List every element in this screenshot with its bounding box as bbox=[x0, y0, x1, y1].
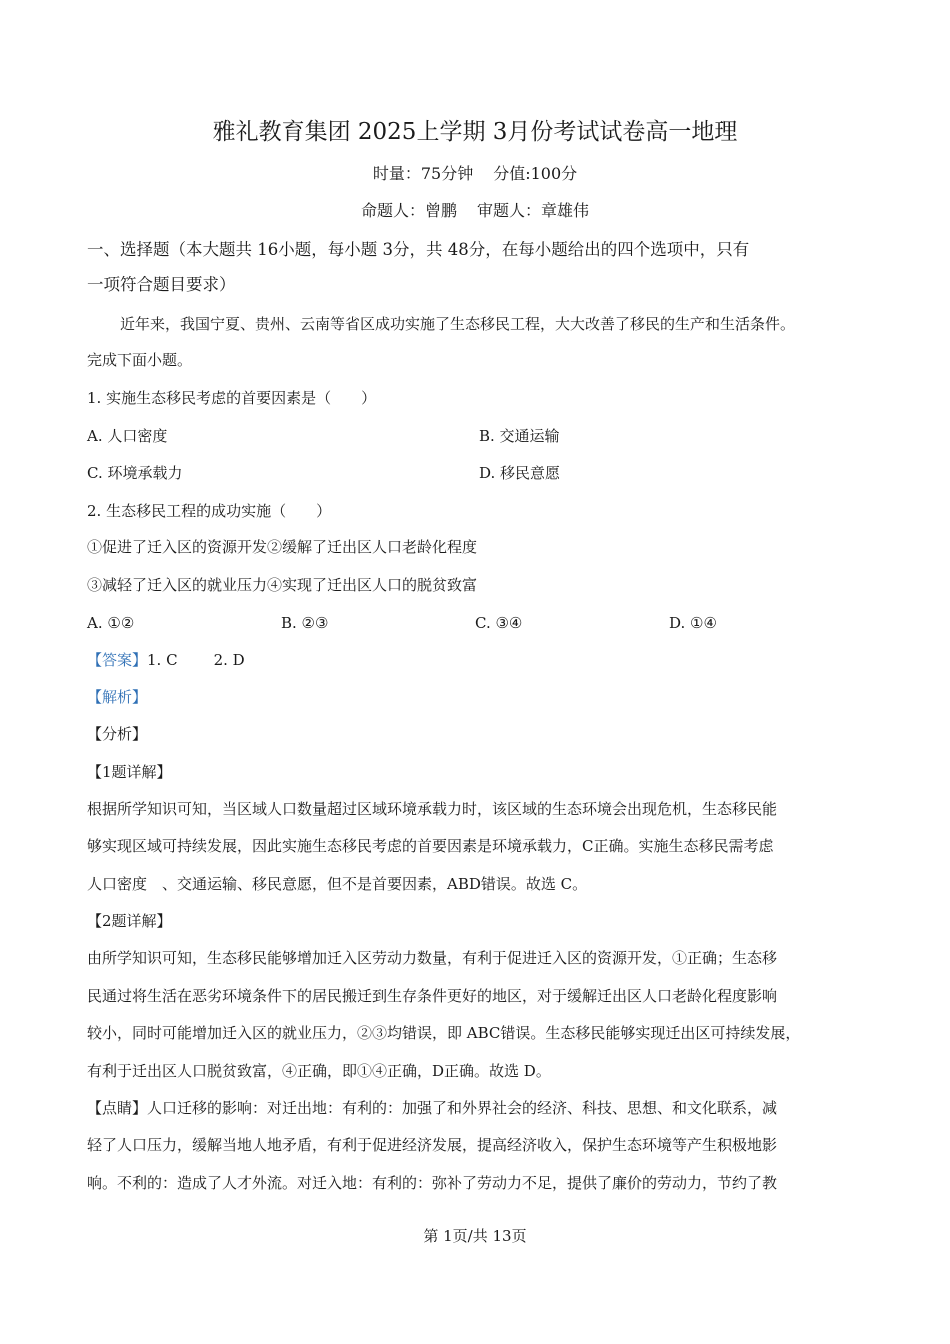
detail-2-line3: 较小，同时可能增加迁入区的就业压力，②③均错误，即 ABC错误。生态移民能够实现迁出区可持续发展， bbox=[87, 1024, 801, 1042]
detail-2-label: 【2题详解】 bbox=[87, 912, 172, 930]
q2-option-a: A. ①② bbox=[87, 614, 135, 632]
q2-option-c: C. ③④ bbox=[475, 614, 523, 632]
author: 命题人：曾鹏 bbox=[360, 201, 457, 220]
dianjing-text-1: 人口迁移的影响：对迁出地：有利的：加强了和外界社会的经济、科技、思想、和文化联系，减 bbox=[147, 1099, 778, 1117]
answer-line bbox=[87, 648, 877, 672]
exam-title: 雅礼教育集团 2025上学期 3月份考试试卷高一地理 bbox=[212, 119, 738, 145]
q2-option-d: D. ①④ bbox=[669, 614, 717, 632]
section-heading-line1: 一、选择题（本大题共 16小题，每小题 3分，共 48分，在每小题给出的四个选项中，只有 bbox=[87, 240, 750, 259]
passage-line1: 近年来，我国宁夏、贵州、云南等省区成功实施了生态移民工程，大大改善了移民的生产和生活条件。 bbox=[120, 315, 796, 333]
answer-q1: 1. C bbox=[147, 651, 178, 669]
page-footer: 第 1页/共 13页 bbox=[423, 1227, 527, 1245]
dianjing-line2: 轻了人口压力，缓解当地人地矛盾，有利于促进经济发展，提高经济收入，保护生态环境等产生积极地影 bbox=[87, 1136, 778, 1154]
q2-statements-line2: ③减轻了迁入区的就业压力④实现了迁出区人口的脱贫致富 bbox=[87, 576, 478, 594]
q1-option-c: C. 环境承载力 bbox=[87, 464, 183, 482]
dianjing-label: 【点睛】 bbox=[87, 1099, 148, 1117]
passage-line2: 完成下面小题。 bbox=[87, 351, 193, 369]
q1-option-b: B. 交通运输 bbox=[479, 427, 560, 445]
q2-option-b: B. ②③ bbox=[281, 614, 329, 632]
detail-1-line3: 人口密度 、交通运输、移民意愿，但不是首要因素，ABD错误。故选 C。 bbox=[87, 875, 588, 893]
q2-statements-line1: ①促进了迁入区的资源开发②缓解了迁出区人口老龄化程度 bbox=[87, 538, 478, 556]
fenxi-label: 【分析】 bbox=[87, 725, 148, 743]
detail-1-line2: 够实现区域可持续发展，因此实施生态移民考虑的首要因素是环境承载力，C正确。实施生态移民需考虑 bbox=[87, 837, 774, 855]
detail-1-line1: 根据所学知识可知，当区域人口数量超过区域环境承载力时，该区域的生态环境会出现危机，生态移民能 bbox=[87, 800, 778, 818]
answer-label: 【答案】 bbox=[87, 651, 148, 669]
dianjing-line1 bbox=[87, 1096, 877, 1120]
detail-2-line4: 有利于迁出区人口脱贫致富，④正确，即①④正确，D正确。故选 D。 bbox=[87, 1062, 551, 1080]
q1-option-d: D. 移民意愿 bbox=[479, 464, 561, 482]
reviewer: 审题人：章雄伟 bbox=[477, 201, 590, 220]
analysis-label: 【解析】 bbox=[87, 688, 148, 706]
q1-option-a: A. 人口密度 bbox=[87, 427, 168, 445]
detail-2-line2: 民通过将生活在恶劣环境条件下的居民搬迁到生存条件更好的地区，对于缓解迁出区人口老龄化程度影响 bbox=[87, 987, 778, 1005]
question-2-stem: 2. 生态移民工程的成功实施（ ） bbox=[87, 502, 332, 520]
time-info: 时量：75分钟 bbox=[372, 164, 474, 183]
exam-meta bbox=[0, 162, 950, 186]
detail-2-line1: 由所学知识可知，生态移民能够增加迁入区劳动力数量，有利于促进迁入区的资源开发，①正确；生态移 bbox=[87, 949, 778, 967]
detail-1-label: 【1题详解】 bbox=[87, 763, 172, 781]
score-info: 分值:100分 bbox=[493, 164, 578, 183]
question-1-stem: 1. 实施生态移民考虑的首要因素是（ ） bbox=[87, 389, 377, 407]
section-heading-line2: 一项符合题目要求） bbox=[87, 275, 236, 294]
dianjing-line3: 响。不利的：造成了人才外流。对迁入地：有利的：弥补了劳动力不足，提供了廉价的劳动力，节约了教 bbox=[87, 1174, 778, 1192]
exam-authors bbox=[0, 199, 950, 223]
answer-q2: 2. D bbox=[213, 651, 245, 669]
